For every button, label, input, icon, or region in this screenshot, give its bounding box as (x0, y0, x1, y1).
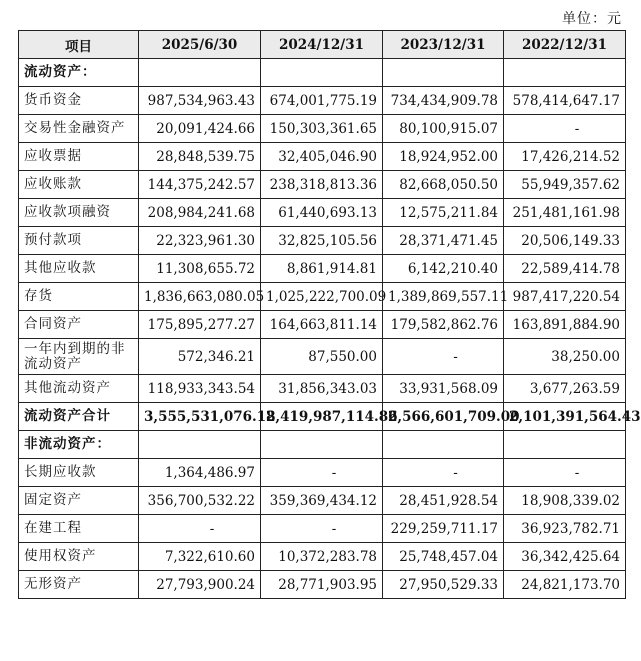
value-cell: 163,891,884.90 (504, 311, 626, 339)
value-cell: 33,931,568.09 (383, 375, 504, 403)
value-cell: 25,748,457.04 (383, 543, 504, 571)
table-row (19, 143, 626, 171)
row-label: 无形资产 (19, 571, 139, 599)
table-row (19, 571, 626, 599)
value-cell: 18,908,339.02 (504, 487, 626, 515)
value-cell (504, 431, 626, 459)
section-row (19, 59, 626, 87)
value-cell: 987,534,963.43 (139, 87, 261, 115)
header-period: 2024/12/31 (261, 31, 383, 59)
row-label: 使用权资产 (19, 543, 139, 571)
value-cell: 356,700,532.22 (139, 487, 261, 515)
row-label: 应收款项融资 (19, 199, 139, 227)
value-cell (139, 59, 261, 87)
section-row (19, 431, 626, 459)
value-cell: 82,668,050.50 (383, 171, 504, 199)
value-cell: 38,250.00 (504, 339, 626, 375)
value-cell: 20,091,424.66 (139, 115, 261, 143)
value-cell: 22,589,414.78 (504, 255, 626, 283)
value-cell: 8,861,914.81 (261, 255, 383, 283)
header-period: 2022/12/31 (504, 31, 626, 59)
table-row (19, 543, 626, 571)
row-label: 长期应收款 (19, 459, 139, 487)
row-label: 固定资产 (19, 487, 139, 515)
table-row (19, 199, 626, 227)
value-cell: 238,318,813.36 (261, 171, 383, 199)
value-cell: 3,677,263.59 (504, 375, 626, 403)
value-cell: - (504, 115, 626, 143)
header-period: 2023/12/31 (383, 31, 504, 59)
value-cell: 359,369,434.12 (261, 487, 383, 515)
value-cell: 80,100,915.07 (383, 115, 504, 143)
value-cell: 2,566,601,709.00 (383, 403, 504, 431)
value-cell: 1,389,869,557.11 (383, 283, 504, 311)
table-row (19, 87, 626, 115)
value-cell: 118,933,343.54 (139, 375, 261, 403)
value-cell: 175,895,277.27 (139, 311, 261, 339)
row-label: 一年内到期的非流动资产 (19, 339, 139, 375)
value-cell: - (261, 459, 383, 487)
row-label: 应收账款 (19, 171, 139, 199)
value-cell: 3,555,531,076.18 (139, 403, 261, 431)
row-label: 应收票据 (19, 143, 139, 171)
value-cell: 17,426,214.52 (504, 143, 626, 171)
table-row (19, 459, 626, 487)
row-label: 非流动资产： (19, 431, 139, 459)
value-cell (383, 431, 504, 459)
value-cell: 208,984,241.68 (139, 199, 261, 227)
table-body (19, 59, 641, 599)
table-row (19, 255, 626, 283)
value-cell: 18,924,952.00 (383, 143, 504, 171)
value-cell: 229,259,711.17 (383, 515, 504, 543)
value-cell (139, 431, 261, 459)
value-cell: 28,771,903.95 (261, 571, 383, 599)
value-cell: 31,856,343.03 (261, 375, 383, 403)
header-item: 项目 (19, 31, 139, 59)
value-cell: 22,323,961.30 (139, 227, 261, 255)
table-row (19, 515, 626, 543)
value-cell: 28,451,928.54 (383, 487, 504, 515)
row-label: 其他应收款 (19, 255, 139, 283)
row-label: 交易性金融资产 (19, 115, 139, 143)
row-label: 合同资产 (19, 311, 139, 339)
value-cell: 578,414,647.17 (504, 87, 626, 115)
table-row (19, 283, 626, 311)
value-cell: 572,346.21 (139, 339, 261, 375)
value-cell: 987,417,220.54 (504, 283, 626, 311)
value-cell: 61,440,693.13 (261, 199, 383, 227)
row-label: 预付款项 (19, 227, 139, 255)
table-row (19, 339, 626, 375)
value-cell (261, 59, 383, 87)
value-cell (383, 59, 504, 87)
value-cell: 674,001,775.19 (261, 87, 383, 115)
value-cell: 734,434,909.78 (383, 87, 504, 115)
value-cell: 24,821,173.70 (504, 571, 626, 599)
table-row (19, 227, 626, 255)
table-row (19, 487, 626, 515)
total-row (19, 403, 626, 431)
value-cell: - (139, 515, 261, 543)
value-cell: 164,663,811.14 (261, 311, 383, 339)
value-cell: 7,322,610.60 (139, 543, 261, 571)
value-cell: 87,550.00 (261, 339, 383, 375)
value-cell: 179,582,862.76 (383, 311, 504, 339)
value-cell: 1,025,222,700.09 (261, 283, 383, 311)
value-cell: 144,375,242.57 (139, 171, 261, 199)
value-cell: 55,949,357.62 (504, 171, 626, 199)
value-cell: 28,371,471.45 (383, 227, 504, 255)
value-cell: 10,372,283.78 (261, 543, 383, 571)
value-cell: 32,825,105.56 (261, 227, 383, 255)
value-cell (504, 59, 626, 87)
row-label: 在建工程 (19, 515, 139, 543)
value-cell: 28,848,539.75 (139, 143, 261, 171)
value-cell: 32,405,046.90 (261, 143, 383, 171)
table-row (19, 115, 626, 143)
value-cell: - (504, 459, 626, 487)
value-cell: 6,142,210.40 (383, 255, 504, 283)
value-cell: 2,419,987,114.86 (261, 403, 383, 431)
value-cell: - (261, 515, 383, 543)
value-cell: 36,342,425.64 (504, 543, 626, 571)
value-cell: 11,308,655.72 (139, 255, 261, 283)
value-cell: 251,481,161.98 (504, 199, 626, 227)
unit-label: 单位：元 (562, 11, 622, 27)
row-label: 流动资产合计 (19, 403, 139, 431)
value-cell: 27,793,900.24 (139, 571, 261, 599)
value-cell: 1,364,486.97 (139, 459, 261, 487)
row-label: 货币资金 (19, 87, 139, 115)
header-period: 2025/6/30 (139, 31, 261, 59)
value-cell (261, 431, 383, 459)
row-label: 流动资产： (19, 59, 139, 87)
value-cell: 2,101,391,564.43 (504, 403, 626, 431)
table-row (19, 311, 626, 339)
header-row (19, 31, 626, 59)
table-row (19, 171, 626, 199)
value-cell: 150,303,361.65 (261, 115, 383, 143)
value-cell: 12,575,211.84 (383, 199, 504, 227)
row-label: 存货 (19, 283, 139, 311)
value-cell: 1,836,663,080.05 (139, 283, 261, 311)
balance-sheet-table (18, 30, 641, 599)
value-cell: 20,506,149.33 (504, 227, 626, 255)
value-cell: - (383, 339, 504, 375)
table-row (19, 375, 626, 403)
value-cell: - (383, 459, 504, 487)
value-cell: 36,923,782.71 (504, 515, 626, 543)
value-cell: 27,950,529.33 (383, 571, 504, 599)
row-label: 其他流动资产 (19, 375, 139, 403)
